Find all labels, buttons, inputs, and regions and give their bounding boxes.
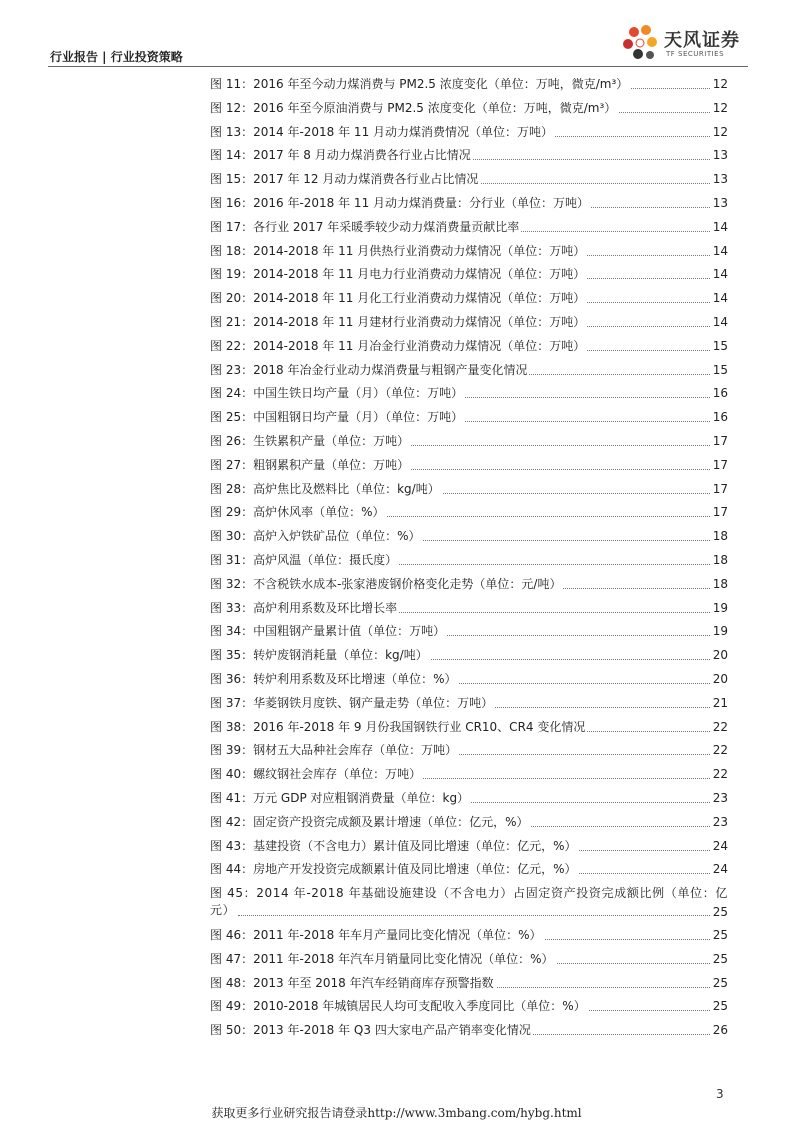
toc-entry[interactable]	[210, 924, 728, 948]
logo-name-cn: 天风证券	[664, 30, 740, 51]
toc-entry-title: 图 18：2014-2018 年 11 月供热行业消费动力煤情况（单位：万吨）	[210, 240, 587, 264]
header-divider	[48, 66, 748, 67]
toc-entry-title: 图 41：万元 GDP 对应粗钢消费量（单位：kg）	[210, 787, 471, 811]
toc-entry-title: 图 43：基建投资（不含电力）累计值及同比增速（单位：亿元，%）	[210, 835, 579, 859]
report-category: 行业报告 | 行业投资策略	[50, 50, 183, 64]
toc-entry[interactable]	[210, 835, 728, 859]
toc-entry[interactable]	[210, 948, 728, 972]
toc-entry-title: 图 31：高炉风温（单位：摄氏度）	[210, 549, 399, 573]
table-of-figures	[210, 73, 728, 1043]
toc-entry-page: 25	[712, 999, 728, 1014]
toc-entry-page: 15	[712, 362, 728, 377]
toc-entry-page: 17	[712, 433, 728, 448]
toc-entry-page: 14	[712, 219, 728, 234]
toc-entry-page: 12	[712, 124, 728, 139]
toc-entry-title: 图 47：2011 年-2018 年汽车月销量同比变化情况（单位：%）	[210, 948, 556, 972]
toc-entry[interactable]	[210, 668, 728, 692]
toc-entry-title: 图 40：螺纹钢社会库存（单位：万吨）	[210, 763, 423, 787]
toc-entry-title: 图 19：2014-2018 年 11 月电力行业消费动力煤情况（单位：万吨）	[210, 263, 587, 287]
toc-entry-page: 13	[712, 172, 728, 187]
toc-entry-page: 18	[712, 576, 728, 591]
toc-entry[interactable]	[210, 692, 728, 716]
toc-entry-title: 图 22：2014-2018 年 11 月冶金行业消费动力煤情况（单位：万吨）	[210, 335, 587, 359]
company-logo	[620, 24, 750, 64]
toc-entry-title: 图 29：高炉休风率（单位：%）	[210, 501, 387, 525]
toc-entry-page: 17	[712, 505, 728, 520]
toc-entry-title: 图 37：华菱钢铁月度铁、钢产量走势（单位：万吨）	[210, 692, 495, 716]
toc-entry-page: 20	[712, 648, 728, 663]
toc-entry-page: 22	[712, 719, 728, 734]
toc-entry[interactable]	[210, 972, 728, 996]
toc-entry-page: 13	[712, 148, 728, 163]
toc-entry-title: 图 50：2013 年-2018 年 Q3 四大家电产品产销率变化情况	[210, 1019, 533, 1043]
toc-entry-page: 15	[712, 338, 728, 353]
toc-entry[interactable]	[210, 811, 728, 835]
toc-entry-page: 25	[712, 928, 728, 943]
toc-entry[interactable]	[210, 1019, 728, 1043]
toc-entry-page: 14	[712, 314, 728, 329]
toc-entry[interactable]	[210, 549, 728, 573]
logo-name-en: TF SECURITIES	[666, 50, 725, 58]
toc-entry-title: 图 28：高炉焦比及燃料比（单位：kg/吨）	[210, 478, 442, 502]
toc-entry[interactable]	[210, 311, 728, 335]
toc-entry-page: 17	[712, 481, 728, 496]
toc-entry-title: 图 45：2014 年-2018 年基础设施建设（不含电力）占固定资产投资完成额比例（单位：亿元）	[210, 886, 728, 918]
toc-entry[interactable]	[210, 192, 728, 216]
toc-entry-title: 图 13：2014 年-2018 年 11 月动力煤消费情况（单位：万吨）	[210, 121, 555, 145]
toc-entry-page: 20	[712, 671, 728, 686]
toc-entry-page: 14	[712, 291, 728, 306]
toc-entry-title: 图 32：不含税铁水成本-张家港废钢价格变化走势（单位：元/吨）	[210, 573, 563, 597]
toc-entry-page: 22	[712, 767, 728, 782]
toc-entry-page: 26	[712, 1023, 728, 1038]
toc-entry-page: 17	[712, 457, 728, 472]
toc-entry-title: 图 12：2016 年至今原油消费与 PM2.5 浓度变化（单位：万吨，微克/m³）	[210, 97, 618, 121]
toc-entry-page: 21	[712, 695, 728, 710]
toc-entry-page: 23	[712, 790, 728, 805]
toc-entry[interactable]	[210, 573, 728, 597]
toc-entry-title: 图 20：2014-2018 年 11 月化工行业消费动力煤情况（单位：万吨）	[210, 287, 587, 311]
toc-entry-title: 图 27：粗钢累积产量（单位：万吨）	[210, 454, 411, 478]
toc-entry[interactable]	[210, 97, 728, 121]
toc-entry[interactable]	[210, 240, 728, 264]
toc-entry[interactable]	[210, 478, 728, 502]
toc-entry[interactable]	[210, 716, 728, 740]
flower-logo-icon	[620, 24, 664, 64]
page-header	[48, 30, 748, 70]
toc-entry-page: 22	[712, 743, 728, 758]
toc-entry[interactable]	[210, 763, 728, 787]
toc-entry-page: 24	[712, 838, 728, 853]
toc-entry-title: 图 24：中国生铁日均产量（月）（单位：万吨）	[210, 382, 465, 406]
toc-entry[interactable]	[210, 73, 728, 97]
toc-entry-page: 23	[712, 814, 728, 829]
toc-entry-title: 图 39：钢材五大品种社会库存（单位：万吨）	[210, 739, 459, 763]
toc-entry[interactable]	[210, 597, 728, 621]
toc-entry-title: 图 11：2016 年至今动力煤消费与 PM2.5 浓度变化（单位：万吨，微克/m³）	[210, 73, 630, 97]
toc-entry-page: 16	[712, 386, 728, 401]
toc-entry-title: 图 17：各行业 2017 年采暖季较少动力煤消费量贡献比率	[210, 216, 521, 240]
toc-entry-title: 图 26：生铁累积产量（单位：万吨）	[210, 430, 411, 454]
toc-entry-title: 图 25：中国粗钢日均产量（月）（单位：万吨）	[210, 406, 465, 430]
toc-entry[interactable]	[210, 525, 728, 549]
toc-entry[interactable]	[210, 121, 728, 145]
toc-entry-title: 图 44：房地产开发投资完成额累计值及同比增速（单位：亿元，%）	[210, 858, 579, 882]
toc-entry[interactable]	[210, 995, 728, 1019]
toc-entry-title: 图 23：2018 年冶金行业动力煤消费量与粗钢产量变化情况	[210, 359, 529, 383]
toc-entry-page: 18	[712, 529, 728, 544]
toc-entry[interactable]	[210, 263, 728, 287]
footer-link-text: 获取更多行业研究报告请登录http://www.3mbang.com/hybg.html	[211, 1106, 582, 1120]
toc-entry[interactable]	[210, 287, 728, 311]
toc-entry[interactable]	[210, 501, 728, 525]
toc-entry-title: 图 34：中国粗钢产量累计值（单位：万吨）	[210, 620, 447, 644]
toc-entry-page: 25	[712, 951, 728, 966]
toc-entry[interactable]	[210, 335, 728, 359]
toc-entry[interactable]	[210, 882, 728, 924]
page-number: 3	[716, 1087, 724, 1101]
toc-entry[interactable]	[210, 620, 728, 644]
toc-entry-page: 18	[712, 552, 728, 567]
toc-entry-page: 19	[712, 624, 728, 639]
toc-entry[interactable]	[210, 406, 728, 430]
toc-entry[interactable]	[210, 430, 728, 454]
toc-entry-title: 图 46：2011 年-2018 年车月产量同比变化情况（单位：%）	[210, 924, 544, 948]
toc-entry-page: 16	[712, 410, 728, 425]
toc-entry-title: 图 33：高炉利用系数及环比增长率	[210, 597, 399, 621]
toc-entry-title: 图 49：2010-2018 年城镇居民人均可支配收入季度同比（单位：%）	[210, 995, 588, 1019]
toc-entry-page: 13	[712, 195, 728, 210]
toc-entry-title: 图 16：2016 年-2018 年 11 月动力煤消费量：分行业（单位：万吨）	[210, 192, 591, 216]
toc-entry-title: 图 21：2014-2018 年 11 月建材行业消费动力煤情况（单位：万吨）	[210, 311, 587, 335]
toc-entry[interactable]	[210, 644, 728, 668]
toc-entry-title: 图 42：固定资产投资完成额及累计增速（单位：亿元，%）	[210, 811, 531, 835]
toc-entry-page: 24	[712, 862, 728, 877]
toc-entry[interactable]	[210, 168, 728, 192]
toc-entry-title: 图 36：转炉利用系数及环比增速（单位：%）	[210, 668, 459, 692]
toc-entry[interactable]	[210, 216, 728, 240]
toc-entry-title: 图 48：2013 年至 2018 年汽车经销商库存预警指数	[210, 972, 496, 996]
toc-entry-page: 14	[712, 267, 728, 282]
toc-entry[interactable]	[210, 787, 728, 811]
toc-entry-title: 图 30：高炉入炉铁矿品位（单位：%）	[210, 525, 423, 549]
toc-entry[interactable]	[210, 858, 728, 882]
toc-entry-title: 图 35：转炉废钢消耗量（单位：kg/吨）	[210, 644, 430, 668]
toc-entry[interactable]	[210, 454, 728, 478]
toc-entry[interactable]	[210, 739, 728, 763]
toc-entry-page: 25	[712, 975, 728, 990]
toc-entry[interactable]	[210, 382, 728, 406]
toc-entry-title: 图 15：2017 年 12 月动力煤消费各行业占比情况	[210, 168, 480, 192]
toc-entry-page: 14	[712, 243, 728, 258]
toc-entry-title: 图 14：2017 年 8 月动力煤消费各行业占比情况	[210, 144, 473, 168]
toc-entry-page: 12	[712, 77, 728, 91]
toc-entry-page: 19	[712, 600, 728, 615]
toc-entry[interactable]	[210, 144, 728, 168]
toc-entry[interactable]	[210, 359, 728, 383]
toc-entry-page: 12	[712, 100, 728, 115]
toc-entry-title: 图 38：2016 年-2018 年 9 月份我国钢铁行业 CR10、CR4 变化情况	[210, 716, 587, 740]
toc-entry-page: 25	[712, 905, 728, 920]
